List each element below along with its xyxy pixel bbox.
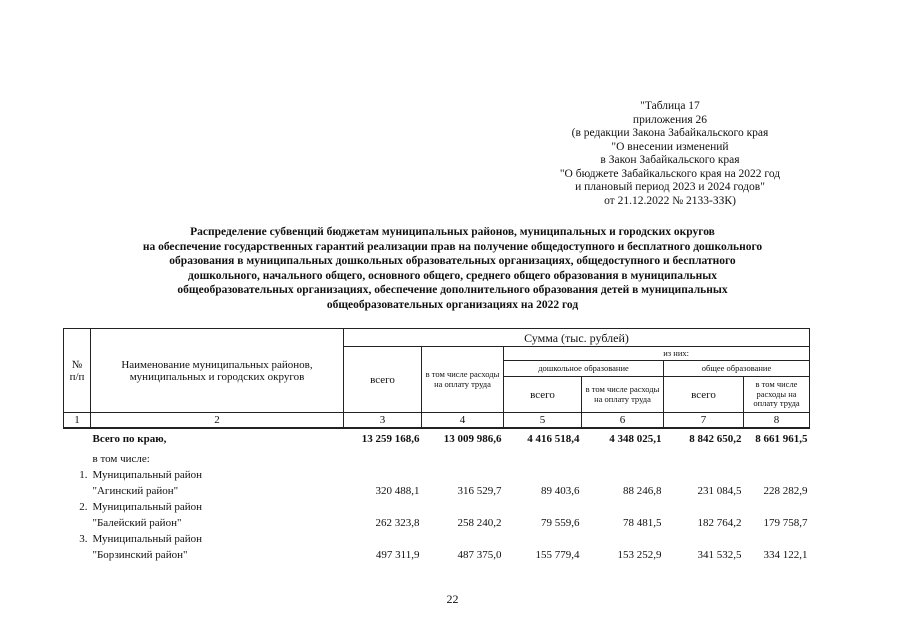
row-value: 155 779,4 (535, 549, 580, 561)
header-incl-wages: в том числе расходы на оплату труда (422, 347, 504, 413)
row-value: 89 403,6 (541, 485, 580, 497)
row-value: 334 122,1 (763, 549, 808, 561)
total-value: 13 009 986,6 (443, 433, 502, 445)
header-name: Наименование муниципальных районов, муниципальных и городских округов (91, 329, 344, 413)
col-number: 6 (582, 413, 664, 429)
title-line: общеобразовательных организациях, обеспечение дополнительного образования детей в муниципальных (177, 284, 728, 297)
row-value: 88 246,8 (623, 485, 662, 497)
table-row (64, 465, 810, 481)
header-line: и плановый период 2023 и 2024 годов" (575, 181, 765, 193)
row-number: 1. (79, 469, 88, 481)
row-name-line2: "Балейский район" (92, 517, 182, 529)
row-name-line1: Муниципальный район (92, 533, 202, 545)
title-line: дошкольного, начального общего, основного общего, среднего общего образования в муниципальных (188, 269, 717, 282)
row-value: 341 532,5 (697, 549, 742, 561)
row-name-line2: "Борзинский район" (92, 549, 188, 561)
header-line: (в редакции Закона Забайкальского края (571, 127, 769, 139)
header-line: "О бюджете Забайкальского края на 2022 год (559, 167, 781, 180)
row-name-line2: "Агинский район" (92, 485, 179, 497)
header-general: общее образование (664, 361, 810, 377)
document-title (40, 225, 865, 313)
budget-table (63, 328, 810, 561)
header-general-wages: в том числе расходы на оплату труда (744, 377, 810, 413)
table-row (64, 529, 810, 545)
appendix-header (540, 100, 800, 208)
row-value: 153 252,9 (617, 549, 662, 561)
header-sum: Сумма (тыс. рублей) (344, 329, 810, 347)
col-number: 3 (344, 413, 422, 429)
header-preschool-wages: в том числе расходы на оплату труда (582, 377, 664, 413)
header-total: всего (344, 347, 422, 413)
row-number: 2. (79, 501, 88, 513)
row-value: 228 282,9 (763, 485, 808, 497)
header-num: № п/п (64, 329, 91, 413)
header-line: "О внесении изменений (611, 140, 729, 153)
col-number: 2 (91, 413, 344, 429)
row-value: 79 559,6 (541, 517, 580, 529)
table-row (64, 497, 810, 513)
row-value: 262 323,8 (375, 517, 420, 529)
total-value: 4 348 025,1 (609, 433, 662, 445)
total-value: 8 661 961,5 (755, 433, 808, 445)
title-line: общеобразовательных организациях на 2022 год (326, 298, 579, 311)
row-value: 497 311,9 (375, 549, 420, 561)
total-value: 8 842 650,2 (689, 433, 742, 445)
total-row (64, 428, 810, 449)
table-row (64, 545, 810, 561)
row-value: 231 084,5 (697, 485, 742, 497)
title-line: Распределение субвенций бюджетам муниципальных районов, муниципальных и городских округов (190, 226, 715, 238)
col-number: 4 (422, 413, 504, 429)
row-value: 316 529,7 (457, 485, 502, 497)
row-value: 179 758,7 (763, 517, 808, 529)
row-value: 320 488,1 (375, 485, 420, 497)
table-row (64, 481, 810, 497)
header-of-which: из них: (504, 347, 810, 361)
row-value: 182 764,2 (697, 517, 742, 529)
header-line: от 21.12.2022 № 2133-ЗЗК) (604, 194, 736, 207)
page-number: 22 (446, 592, 459, 606)
col-number: 1 (64, 413, 91, 429)
col-number: 8 (744, 413, 810, 429)
incl-row (64, 449, 810, 465)
title-line: на обеспечение государственных гарантий реализации прав на получение общедоступного и бесплатного дошкольного (142, 240, 763, 253)
incl-label: в том числе: (92, 453, 150, 465)
header-line: в Закон Забайкальского края (600, 154, 740, 166)
header-line: приложения 26 (632, 113, 708, 126)
header-preschool: дошкольное образование (504, 361, 664, 377)
header-preschool-total: всего (504, 377, 582, 413)
row-value: 258 240,2 (457, 517, 502, 529)
row-name-line1: Муниципальный район (92, 501, 202, 513)
table-row (64, 513, 810, 529)
header-general-total: всего (664, 377, 744, 413)
row-value: 78 481,5 (623, 517, 662, 529)
row-value: 487 375,0 (457, 549, 502, 561)
title-line: образования в муниципальных дошкольных образовательных организациях, общедоступного и бесплатного (169, 255, 736, 268)
header-line: "Таблица 17 (640, 100, 700, 112)
col-number: 7 (664, 413, 744, 429)
row-number: 3. (79, 533, 88, 545)
total-value: 13 259 168,6 (361, 433, 420, 445)
row-name-line1: Муниципальный район (92, 469, 202, 481)
total-label: Всего по краю, (92, 433, 167, 445)
total-value: 4 416 518,4 (527, 433, 580, 445)
col-number: 5 (504, 413, 582, 429)
